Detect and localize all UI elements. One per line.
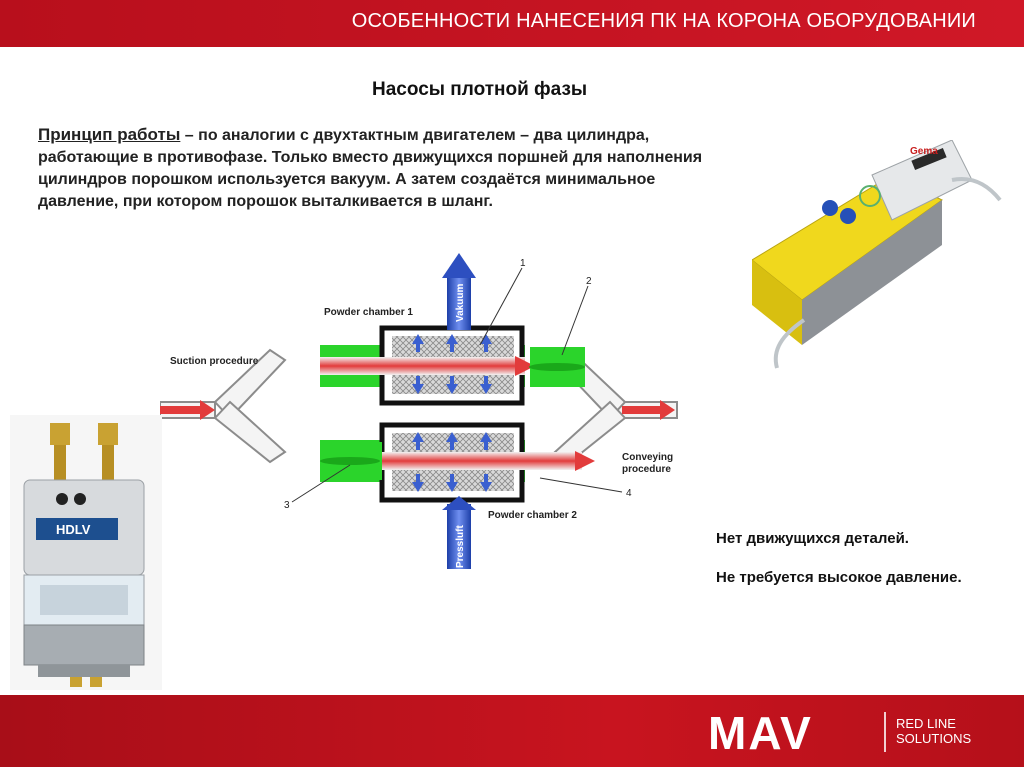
mav-logo: MAV	[708, 707, 813, 759]
callout-4: 4	[626, 488, 632, 499]
pressluft-label: Pressluft	[455, 525, 466, 568]
logo-tagline	[896, 716, 971, 746]
suction-label: Suction procedure	[170, 356, 259, 367]
pinch-valve-lower	[320, 442, 382, 480]
principle-paragraph	[38, 124, 718, 213]
principle-text: – по аналогии с двухтактным двигателем – два цилиндра, работающие в противофазе. Только вместо движущихся поршней для наполнения цилиндров порошком используется вакуум. А затем создаётся минимальное давление, при котором порошок выталкивается в шланг.	[38, 127, 703, 210]
gema-label: Gema	[910, 146, 938, 157]
chamber-2-label: Powder chamber 2	[488, 510, 577, 521]
callout-3: 3	[284, 500, 290, 511]
conveying-label-2: procedure	[622, 464, 671, 475]
logo-divider	[884, 712, 886, 752]
logo-tagline-line2: SOLUTIONS	[896, 731, 972, 746]
principle-lead: Принцип работы	[38, 125, 181, 144]
note-no-moving-parts: Нет движущихся деталей.	[716, 530, 909, 547]
dense-phase-pump-diagram	[160, 250, 680, 580]
callout-2: 2	[586, 276, 592, 287]
vacuum-label: Vakuum	[455, 283, 466, 322]
hdlv-pump-photo	[10, 415, 162, 690]
header-bar	[0, 0, 1024, 47]
page-header-title: ОСОБЕННОСТИ НАНЕСЕНИЯ ПК НА КОРОНА ОБОРУДОВАНИИ	[351, 10, 976, 32]
pinch-valve-upper	[529, 347, 585, 387]
vacuum-arrow	[442, 253, 476, 330]
gema-pump-photo	[752, 140, 1002, 375]
logo-tagline-line1: RED LINE	[896, 716, 956, 731]
chamber-1-label: Powder chamber 1	[324, 307, 413, 318]
footer-bar	[0, 695, 1024, 767]
pressluft-arrow	[442, 496, 476, 569]
powder-chamber-1	[320, 328, 535, 403]
hdlv-label: HDLV	[56, 522, 91, 537]
callout-1: 1	[520, 258, 526, 269]
conveying-label-1: Conveying	[622, 452, 674, 463]
note-low-pressure: Не требуется высокое давление.	[716, 569, 962, 586]
page-subtitle: Насосы плотной фазы	[372, 79, 588, 100]
